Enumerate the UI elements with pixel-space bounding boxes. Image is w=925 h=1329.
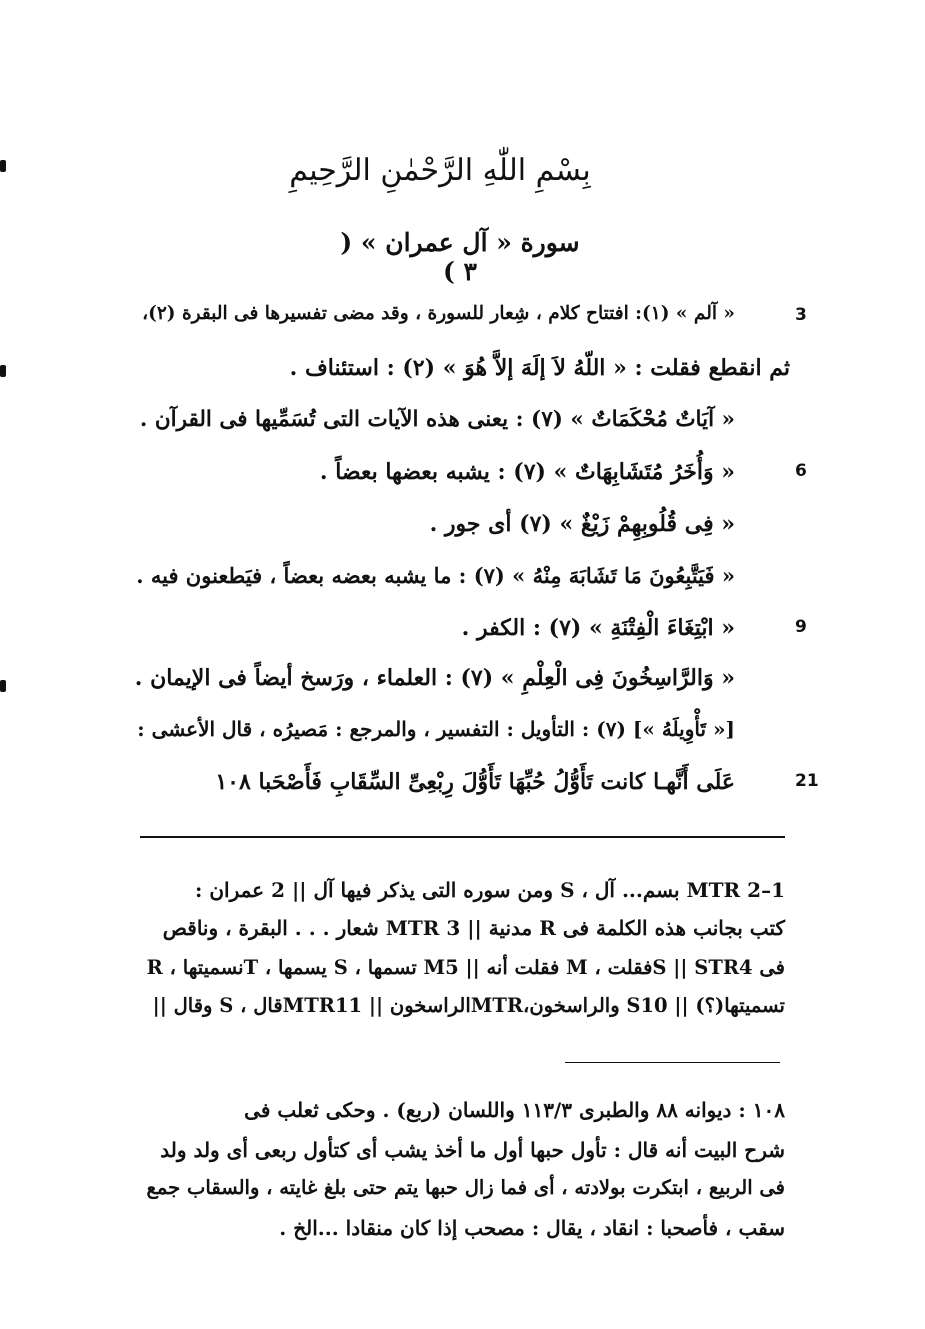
line-text: « ابْتِغَاءَ الْفِتْنَةِ » (٧) : الكفر . bbox=[461, 615, 735, 641]
text-line bbox=[130, 563, 835, 615]
verse-number: 9 bbox=[795, 617, 807, 637]
line-text: « وَأُخَرُ مُتَشَابِهَاتٌ » (٧) : يشبه بعضها بعضاً . bbox=[319, 459, 735, 485]
footnote-line: شرح البيت أنه قال : تأول حبها أول ما أخذ يشب أى كتأول ربعى أى ولد ولد bbox=[160, 1138, 785, 1162]
verse-number: 3 bbox=[795, 305, 807, 325]
text-line bbox=[130, 769, 835, 821]
verse-number: 6 bbox=[795, 461, 807, 481]
text-line bbox=[130, 717, 835, 769]
text-line bbox=[130, 665, 835, 717]
apparatus-line: فى S || STR4فقلت ، M فقلت أنه || M5 تسمها ، S يسمها ، Tنسميتها ، R bbox=[146, 956, 785, 979]
line-text: « وَالرَّاسِخُونَ فِى الْعِلْمِ » (٧) : العلماء ، ورَسخ أيضاً فى الإيمان . bbox=[134, 665, 735, 691]
line-text: « آيَاتٌ مُحْكَمَاتٌ » (٧) : يعنى هذه الآيات التى تُسَمِّيها فى القرآن . bbox=[139, 407, 735, 432]
scan-edge-mark bbox=[0, 160, 6, 172]
apparatus-line: كتب بجانب هذه الكلمة فى R مدنية || 3 MTR شعار . . . البقرة ، وناقص bbox=[162, 916, 785, 940]
text-line bbox=[130, 459, 835, 511]
poetry-line: عَلَى أَنَّهـا كانت تَأَوُّلُ حُبِّهَا تَأَوُّلَ رِبْعِىِّ السِّقَابِ فَأَصْحَبا ١٠٨ bbox=[215, 769, 735, 795]
line-text: ثم انقطع فقلت : « اللّهُ لاَ إلَهَ إلاَّ هُوَ » (٢) : استئناف . bbox=[289, 355, 790, 381]
line-text: « فِى قُلُوبِهِمْ زَيْغٌ » (٧) أى جور . bbox=[429, 511, 735, 537]
line-text: « آلم » (١): افتتاح كلام ، شِعار للسورة ، وقد مضى تفسيرها فى البقرة (٢)، bbox=[142, 303, 735, 324]
basmala-text: بِسْمِ اللّٰهِ الرَّحْمٰنِ الرَّحِيمِ bbox=[289, 152, 591, 188]
text-line bbox=[130, 303, 835, 355]
basmala-heading bbox=[250, 140, 630, 200]
text-line bbox=[130, 407, 835, 459]
line-text: « فَيَتَّبِعُونَ مَا تَشَابَهَ مِنْهُ » (٧) : ما يشبه بعضه بعضاً ، فيَطعنون فيه . bbox=[136, 563, 735, 588]
text-line bbox=[130, 355, 835, 407]
text-line bbox=[130, 511, 835, 563]
scan-edge-mark bbox=[0, 365, 6, 377]
line-text: [« تَأْوِيلَهُ »] (٧) : التأويل : التفسير ، والمرجع : مَصيرُه ، قال الأعشى : bbox=[137, 717, 735, 741]
scan-edge-mark bbox=[0, 680, 6, 692]
apparatus-divider bbox=[140, 836, 785, 838]
text-line bbox=[130, 615, 835, 667]
footnote-divider bbox=[565, 1062, 780, 1063]
apparatus-line: تسميتها(؟) || S10 والراسخون،MTRالراسخون || MTR11قال ، S وقال || bbox=[152, 994, 785, 1017]
footnote-line: ١٠٨ : ديوانه ٨٨ والطبرى ١١٣/٣ واللسان (ربع) . وحكى ثعلب فى bbox=[244, 1098, 785, 1122]
apparatus-line: 1–2 MTR بسم... آل ، S ومن سوره التى يذكر فيها آل || 2 عمران : bbox=[194, 878, 785, 902]
surah-title: سورة « آل عمران » ( ٣ ) bbox=[340, 228, 580, 286]
verse-number: 21 bbox=[795, 771, 819, 791]
footnote-line: سقب ، فأصحبا : انقاد ، يقال : مصحب إذا كان منقادا ...الخ . bbox=[279, 1216, 785, 1240]
footnote-line: فى الربيع ، ابتكرت بولادته ، أى فما زال حبها يتم حتى بلغ غايته ، والسقاب جمع bbox=[146, 1176, 785, 1199]
